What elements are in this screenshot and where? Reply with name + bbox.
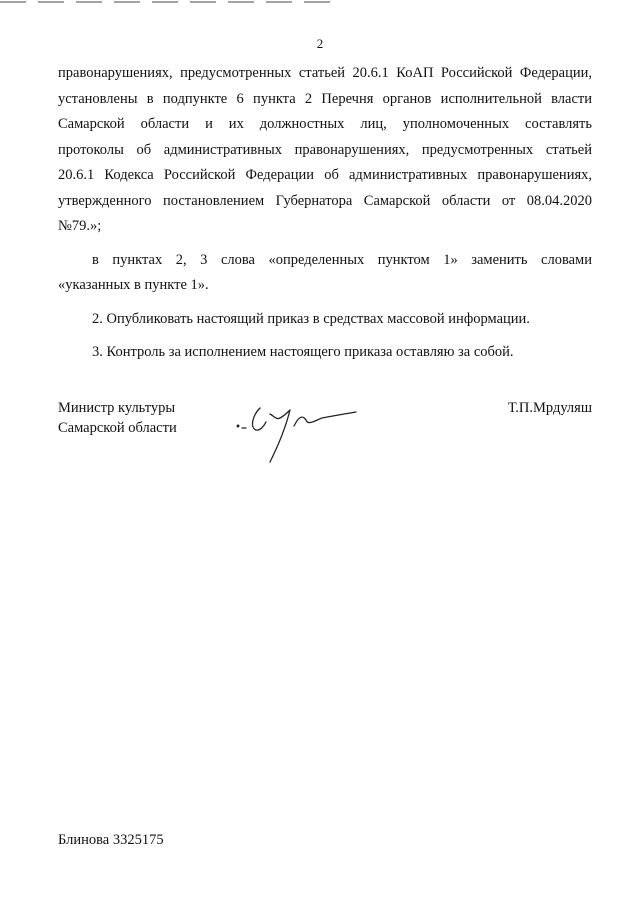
signatory-name: Т.П.Мрдуляш [507,400,592,416]
body-line: протоколы об административных правонарушениях, предусмотренных статьей [58,141,592,158]
top-dashed-line [0,0,340,6]
body-line: Самарской области и их должностных лиц, уполномоченных составлять [58,116,592,132]
handwritten-signature [232,396,362,466]
body-line: правонарушениях, предусмотренных статьей 20.6.1 КоАП Российской Федерации, [58,65,592,81]
body-line: 20.6.1 Кодекса Российской Федерации об административных правонарушениях, [58,167,592,183]
numbered-item: 3. Контроль за исполнением настоящего приказа оставляю за собой. [92,344,514,360]
body-line: утвержденного постановлением Губернатора Самарской области от 08.04.2020 [58,192,592,209]
amendment-line: «указанных в пункте 1». [58,277,209,293]
numbered-item: 2. Опубликовать настоящий приказ в средствах массовой информации. [92,310,530,327]
amendment-line: в пунктах 2, 3 слова «определенных пунктом 1» заменить словами [92,251,592,268]
signatory-position-line: Министр культуры [58,400,176,416]
page-number: 2 [316,36,324,51]
body-line: №79.»; [58,218,102,234]
footer-contact: Блинова 3325175 [58,832,164,848]
body-line: установлены в подпункте 6 пункта 2 Перечня органов исполнительной власти [58,90,592,107]
document-body [58,61,592,366]
signatory-position [58,398,177,438]
signatory-position-line: Самарской области [58,420,177,436]
